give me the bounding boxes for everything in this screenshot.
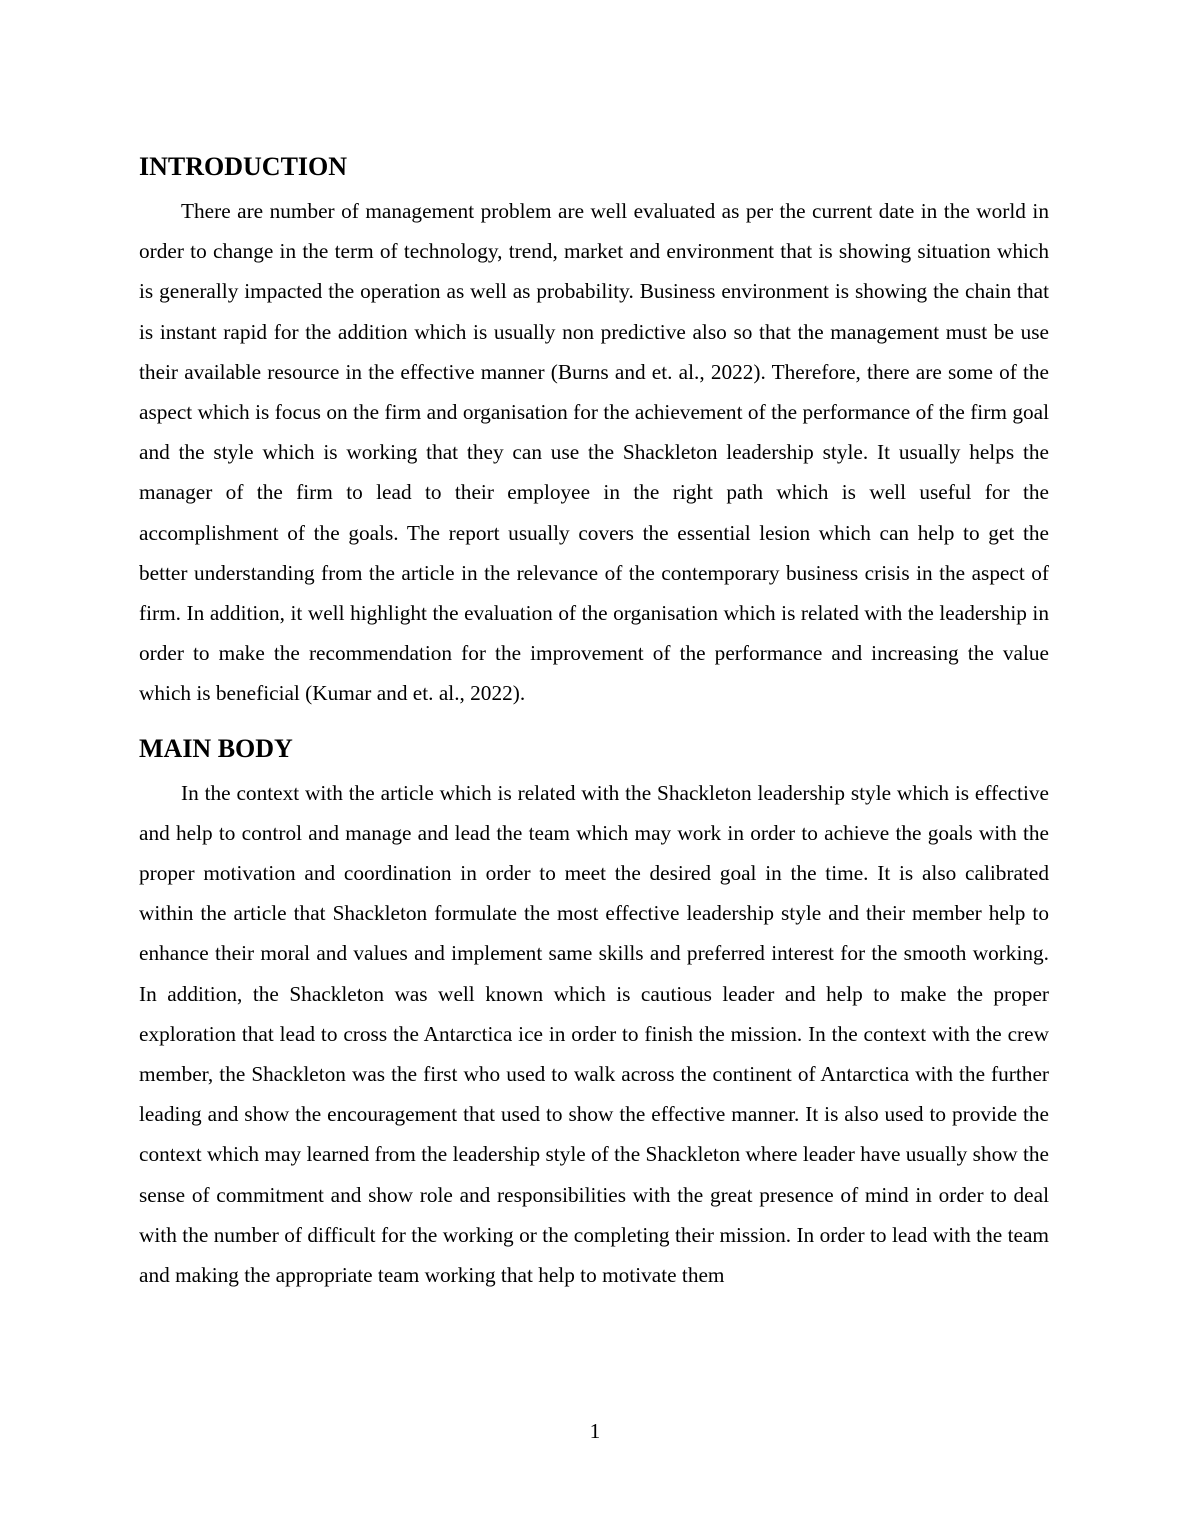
introduction-paragraph: There are number of management problem are well evaluated as per the current date in the world in order to change in the term of technology, trend, market and environment that is showing situation which is generally impacted the operation as well as probability. Business environment is showing the chain that is instant rapid for the addition which is usually non predictive also so that the management must be use their available resource in the effective manner (Burns and et. al., 2022). Therefore, there are some of the aspect which is focus on the firm and organisation for the achievement of the performance of the firm goal and the style which is working that they can use the Shackleton leadership style. It usually helps the manager of the firm to lead to their employee in the right path which is well useful for the accomplishment of the goals. The report usually covers the essential lesion which can help to get the better understanding from the article in the relevance of the contemporary business crisis in the aspect of firm. In addition, it well highlight the evaluation of the organisation which is related with the leadership in order to make the recommendation for the improvement of the performance and increasing the value which is beneficial (Kumar and et. al., 2022).	[139, 199, 1049, 706]
main-body-heading: MAIN BODY	[139, 733, 293, 763]
page-number: 1	[589, 1419, 601, 1443]
main-body-paragraph: In the context with the article which is related with the Shackleton leadership style which is effective and help to control and manage and lead the team which may work in order to achieve the goals with the proper motivation and coordination in order to meet the desired goal in the time. It is also calibrated within the article that Shackleton formulate the most effective leadership style and their member help to enhance their moral and values and implement same skills and preferred interest for the smooth working. In addition, the Shackleton was well known which is cautious leader and help to make the proper exploration that lead to cross the Antarctica ice in order to finish the mission. In the context with the crew member, the Shackleton was the first who used to walk across the continent of Antarctica with the further leading and show the encouragement that used to show the effective manner. It is also used to provide the context which may learned from the leadership style of the Shackleton where leader have usually show the sense of commitment and show role and responsibilities with the great presence of mind in order to deal with the number of difficult for the working or the completing their mission. In order to lead with the team and making the appropriate team working that help to motivate them	[139, 780, 1049, 1288]
page-content	[139, 150, 1049, 1295]
introduction-heading: INTRODUCTION	[139, 152, 348, 181]
